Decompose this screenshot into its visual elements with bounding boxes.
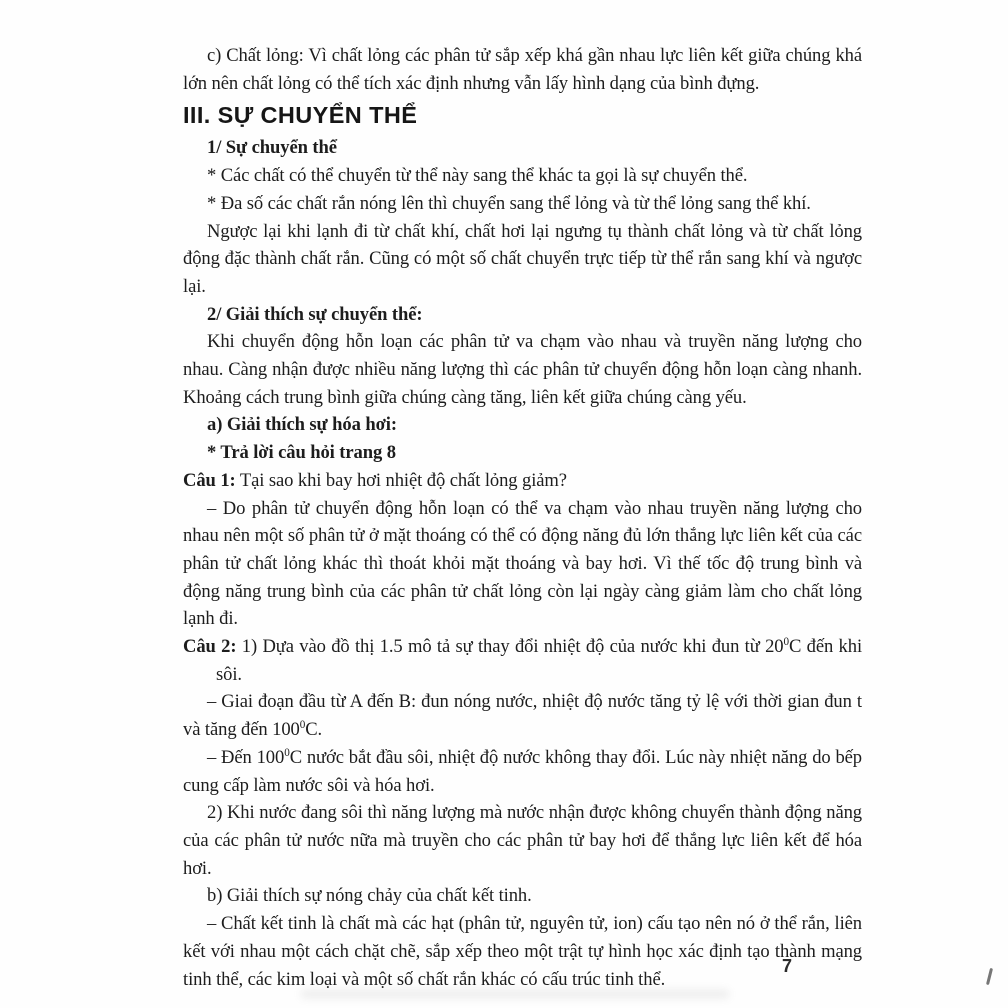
paragraph-khi-chuyen-dong: Khi chuyển động hỗn loạn các phân tử va chạm vào nhau và truyền năng lượng cho nhau. Càng nhận được nhiều năng lượng thì các phân tử chuyển động hỗn loạn càng nhanh. Khoảng cách trung bình giữa chúng càng tăng, liên kết giữa chúng càng yếu. xyxy=(183,331,862,408)
bullet-da-so-chat-ran: * Đa số các chất rắn nóng lên thì chuyển sang thể lỏng và từ thể lỏng sang thể khí. xyxy=(207,192,811,214)
answer-2a xyxy=(183,688,862,743)
question-2 xyxy=(183,633,862,688)
answer-2a-text-end: C. xyxy=(305,719,323,741)
subheading-a-giai-thich-hoa-hoi: a) Giải thích sự hóa hơi: xyxy=(207,414,397,436)
subheading-1-su-chuyen-the: 1/ Sự chuyển thể xyxy=(207,137,337,159)
paragraph-chat-ket-tinh: – Chất kết tinh là chất mà các hạt (phân tử, nguyên tử, ion) cấu tạo nên nó ở thể rắn, liên kết với nhau một cách chặt chẽ, sắp xếp theo một trật tự hình học xác định tạo thành mạng tinh thể, các kim loại và một số chất rắn khác có cấu trúc tinh thể. xyxy=(183,913,862,990)
question-2-text-end: C đến khi sôi. xyxy=(216,636,863,685)
paragraph-c-chat-long: c) Chất lỏng: Vì chất lỏng các phân tử sắp xếp khá gần nhau lực liên kết giữa chúng khá lớn nên chất lỏng có thể tích xác định nhưng vẫn lấy hình dạng của bình đựng. xyxy=(183,45,862,94)
answer-2b-text-end: C nước bắt đầu sôi, nhiệt độ nước không thay đổi. Lúc này nhiệt năng do bếp cung cấp làm nước sôi và hóa hơi. xyxy=(183,746,863,796)
paragraph-nguoc-lai-khi-lanh: Ngược lại khi lạnh đi từ chất khí, chất hơi lại ngưng tụ thành chất lỏng và từ chất lỏng động đặc thành chất rắn. Cũng có một số chất chuyển trực tiếp từ thể rắn sang khí và ngược lại. xyxy=(183,220,862,297)
section-heading-iii-su-chuyen-the: III. SỰ CHUYỂN THỂ xyxy=(183,102,418,129)
scan-smudge-artifact xyxy=(300,989,730,999)
superscript-degree: 0 xyxy=(299,718,306,731)
question-1 xyxy=(183,467,862,495)
question-1-text: Tại sao khi bay hơi nhiệt độ chất lỏng giảm? xyxy=(235,469,567,491)
question-2-label: Câu 2: xyxy=(183,636,237,658)
paragraph-b-nong-chay: b) Giải thích sự nóng chảy của chất kết tinh. xyxy=(207,885,532,907)
question-1-label: Câu 1: xyxy=(183,469,236,491)
answer-2c: 2) Khi nước đang sôi thì năng lượng mà nước nhận được không chuyển thành động năng của các phân tử nước nữa mà truyền cho các phân tử bay hơi để thắng lực liên kết để hóa hơi. xyxy=(183,802,862,879)
answer-2a-text: – Giai đoạn đầu từ A đến B: đun nóng nước, nhiệt độ nước tăng tỷ lệ với thời gian đun t và tăng đến 100 xyxy=(183,691,862,741)
subheading-2-giai-thich: 2/ Giải thích sự chuyển thể: xyxy=(207,303,423,325)
scan-pen-mark-artifact xyxy=(986,968,993,985)
answer-2b-text: – Đến 100 xyxy=(207,746,285,768)
subheading-tra-loi-cau-hoi: * Trả lời câu hỏi trang 8 xyxy=(207,442,396,464)
superscript-degree: 0 xyxy=(783,635,789,648)
answer-2b xyxy=(183,744,862,799)
question-2-text: 1) Dựa vào đồ thị 1.5 mô tả sự thay đổi nhiệt độ của nước khi đun từ 20 xyxy=(236,636,784,658)
answer-1: – Do phân tử chuyển động hỗn loạn có thể va chạm vào nhau truyền năng lượng cho nhau nên một số phân tử ở mặt thoáng có thể có động năng đủ lớn thắng lực liên kết của các phân tử chất lỏng khác thì thoát khỏi mặt thoáng và bay hơi. Vì thế tốc độ trung bình và động năng trung bình của các phân tử chất lỏng còn lại ngày càng giảm làm cho chất lỏng lạnh đi. xyxy=(183,497,862,630)
page-content xyxy=(183,42,862,993)
superscript-degree: 0 xyxy=(284,746,290,759)
page-number: 7 xyxy=(781,956,792,976)
bullet-cac-chat-chuyen-the: * Các chất có thể chuyển từ thể này sang thể khác ta gọi là sự chuyển thể. xyxy=(207,165,748,187)
